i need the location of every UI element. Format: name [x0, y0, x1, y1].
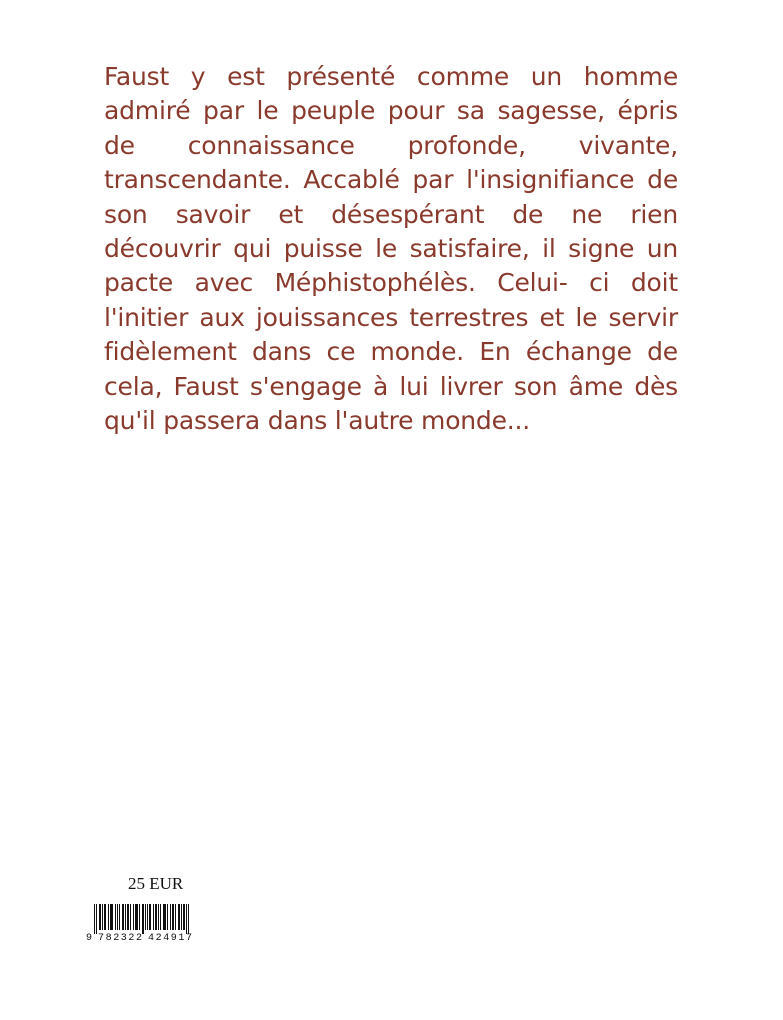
barcode-bar [110, 904, 111, 930]
barcode-bar [128, 904, 129, 930]
barcode-bar [153, 904, 154, 930]
barcode-bar [133, 904, 134, 930]
barcode-bar [139, 904, 140, 930]
barcode-bar [178, 904, 179, 930]
isbn-barcode [86, 902, 196, 942]
barcode-bar [100, 904, 101, 930]
barcode-bar [137, 904, 138, 930]
barcode-bar [96, 904, 97, 934]
barcode-bar [127, 904, 128, 930]
barcode-bars [94, 904, 189, 934]
barcode-bar [179, 904, 180, 930]
barcode-bar [188, 904, 189, 934]
barcode-bar [170, 904, 171, 930]
barcode-bar [108, 904, 109, 930]
barcode-bar [104, 904, 105, 930]
barcode-bar [143, 904, 144, 934]
barcode-bar [111, 904, 112, 930]
barcode-bar [186, 904, 187, 934]
barcode-bar [125, 904, 126, 930]
isbn-left-group: 782322 [98, 933, 142, 942]
barcode-bar [147, 904, 148, 930]
barcode-bar [172, 904, 173, 930]
barcode-bar [115, 904, 116, 930]
barcode-bar [160, 904, 161, 930]
isbn-first-digit: 9 [86, 933, 93, 942]
barcode-bar [130, 904, 131, 930]
barcode-bar [155, 904, 156, 930]
barcode-bar [183, 904, 184, 930]
price-label: 25 EUR [128, 874, 184, 893]
barcode-bar [181, 904, 182, 930]
barcode-bar [145, 904, 146, 930]
barcode-bar [119, 904, 120, 930]
barcode-bar [149, 904, 150, 930]
barcode-bar [165, 904, 166, 930]
isbn-right-group: 424917 [148, 933, 192, 942]
barcode-bar [158, 904, 159, 930]
barcode-bar [123, 904, 124, 930]
barcode-bar [94, 904, 95, 934]
barcode-bar [105, 904, 106, 930]
book-blurb: Faust y est présenté comme un homme admiré par le peuple pour sa sagesse, épris de connaissance profonde, vivante, transcendante. Accablé par l'insignifiance de son savoir et désespérant de ne rien découvrir qui puisse le satisfaire, il signe un pacte avec Méphistophélès. Celui- ci doit l'initier aux jouissances terrestres et le servir fidèlement dans ce monde. En échange de cela, Faust s'engage à lui livrer son âme dès qu'il passera dans l'autre monde... [104, 62, 678, 436]
barcode-bar [142, 904, 143, 934]
barcode-bar [99, 904, 100, 930]
barcode-bar [150, 904, 151, 930]
barcode-bar [184, 904, 185, 930]
barcode-bar [112, 904, 113, 930]
barcode-bar [135, 904, 136, 930]
barcode-bar [164, 904, 165, 930]
barcode-bar [167, 904, 168, 930]
barcode-bar [163, 904, 164, 930]
barcode-bar [117, 904, 118, 930]
barcode-bar [136, 904, 137, 930]
barcode-bar [156, 904, 157, 930]
barcode-bar [102, 904, 103, 930]
barcode-bar [122, 904, 123, 930]
barcode-bar [173, 904, 174, 930]
barcode-bar [175, 904, 176, 930]
barcode-graphic [86, 902, 196, 942]
